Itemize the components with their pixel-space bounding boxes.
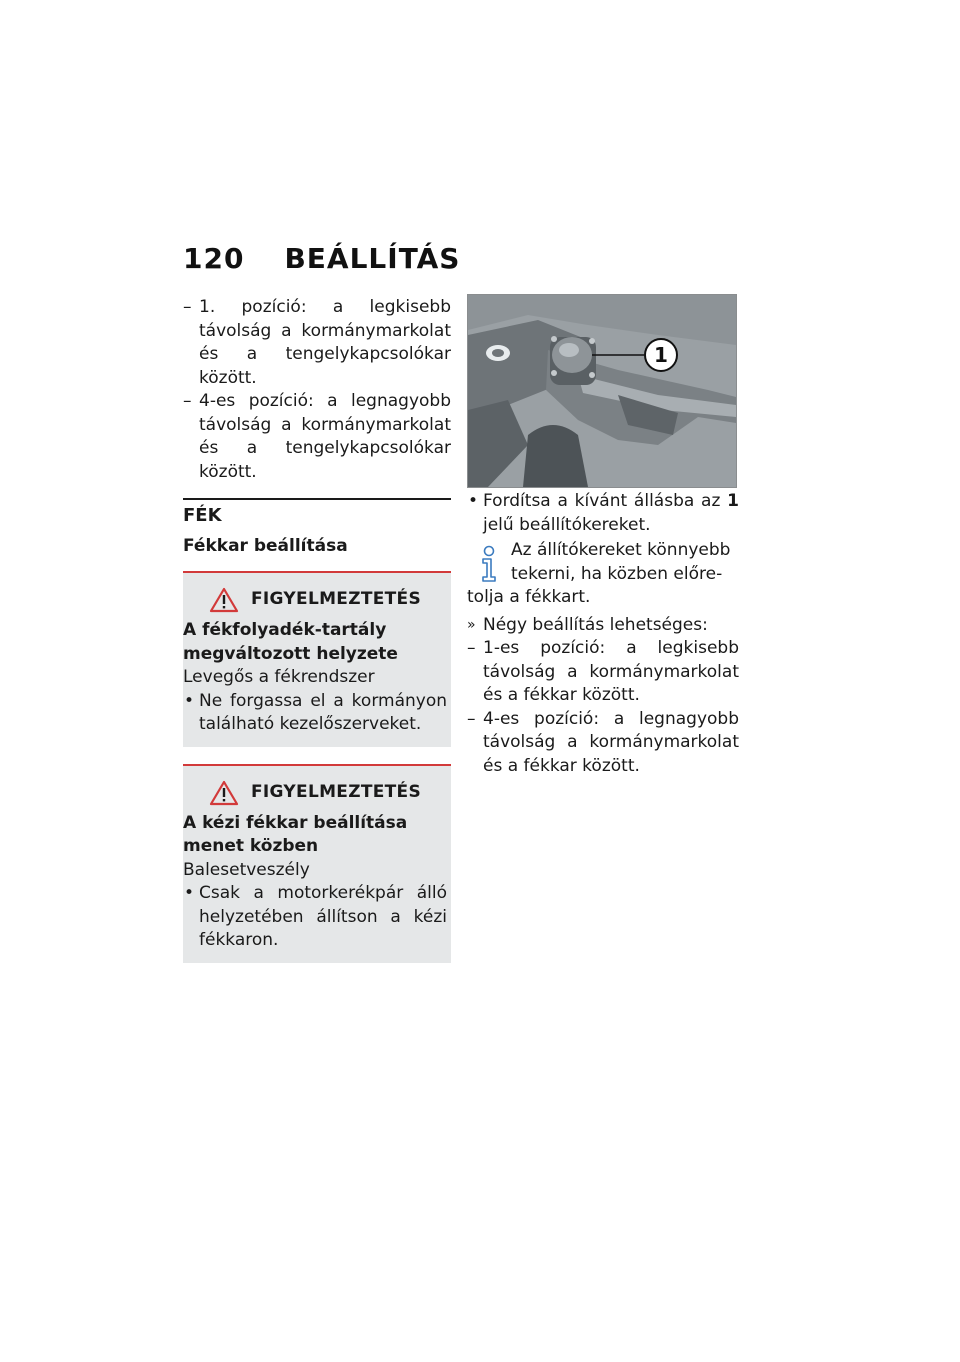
brake-lever-illustration: [468, 295, 736, 487]
instruction-text-post: jelű beállítókereket.: [483, 514, 651, 535]
instruction-ref: 1: [727, 491, 739, 511]
chapter-title: BEÁLLÍTÁS: [284, 242, 461, 275]
warning-triangle-icon: [209, 780, 239, 806]
warning-title: A fékfolyadék-tartály megváltozott helyzete: [183, 620, 398, 664]
warning-consequence: Balesetveszély: [183, 859, 310, 880]
warning-title: A kézi fékkar beállítása menet közben: [183, 812, 408, 856]
warning-triangle-icon: [209, 587, 239, 613]
result-text: » Négy beállítás lehetséges:: [467, 614, 739, 638]
warning-header: [183, 587, 447, 613]
brake-lever-figure: [467, 294, 737, 488]
list-item: – 4-es pozíció: a legnagyobb távolság a kormánymarkolat és a tengelykapcsolókar között.: [183, 390, 451, 484]
right-column: [467, 294, 739, 778]
info-text-tail: tolja a fékkart.: [467, 587, 591, 607]
warning-action: • Ne forgassa el a kormányon található kezelőszerveket.: [183, 690, 447, 737]
section-divider: [183, 498, 451, 500]
warning-consequence: Levegős a fékrendszer: [183, 667, 375, 687]
left-column: [183, 296, 451, 963]
info-text: Az állítókereket könnyebb tekerni, ha közben előre-: [511, 540, 731, 584]
instruction-text-pre: Fordítsa a kívánt állásba az: [483, 491, 728, 511]
info-note: [467, 539, 739, 610]
page-header: [183, 242, 460, 275]
list-item: – 1. pozíció: a legkisebb távolság a kormánymarkolat és a tengelykapcsolókar között.: [183, 296, 451, 390]
warning-label: FIGYELMEZTETÉS: [251, 781, 421, 802]
warning-box: [183, 571, 451, 747]
list-item: – 1-es pozíció: a legkisebb távolság a kormánymarkolat és a fékkar között.: [467, 637, 739, 708]
warning-label: FIGYELMEZTETÉS: [251, 589, 421, 610]
info-icon: [477, 545, 501, 585]
warning-header: [183, 780, 447, 806]
list-item: – 4-es pozíció: a legnagyobb távolság a kormánymarkolat és a fékkar között.: [467, 708, 739, 779]
subsection-title: Fékkar beállítása: [183, 535, 348, 556]
instruction-step: [467, 490, 739, 537]
page-number: 120: [183, 242, 245, 275]
section-title: FÉK: [183, 505, 222, 526]
warning-box: [183, 764, 451, 963]
callout-label: 1: [654, 343, 668, 367]
warning-action: • Csak a motorkerékpár álló helyzetében állítson a kézi fékkaron.: [183, 882, 447, 953]
